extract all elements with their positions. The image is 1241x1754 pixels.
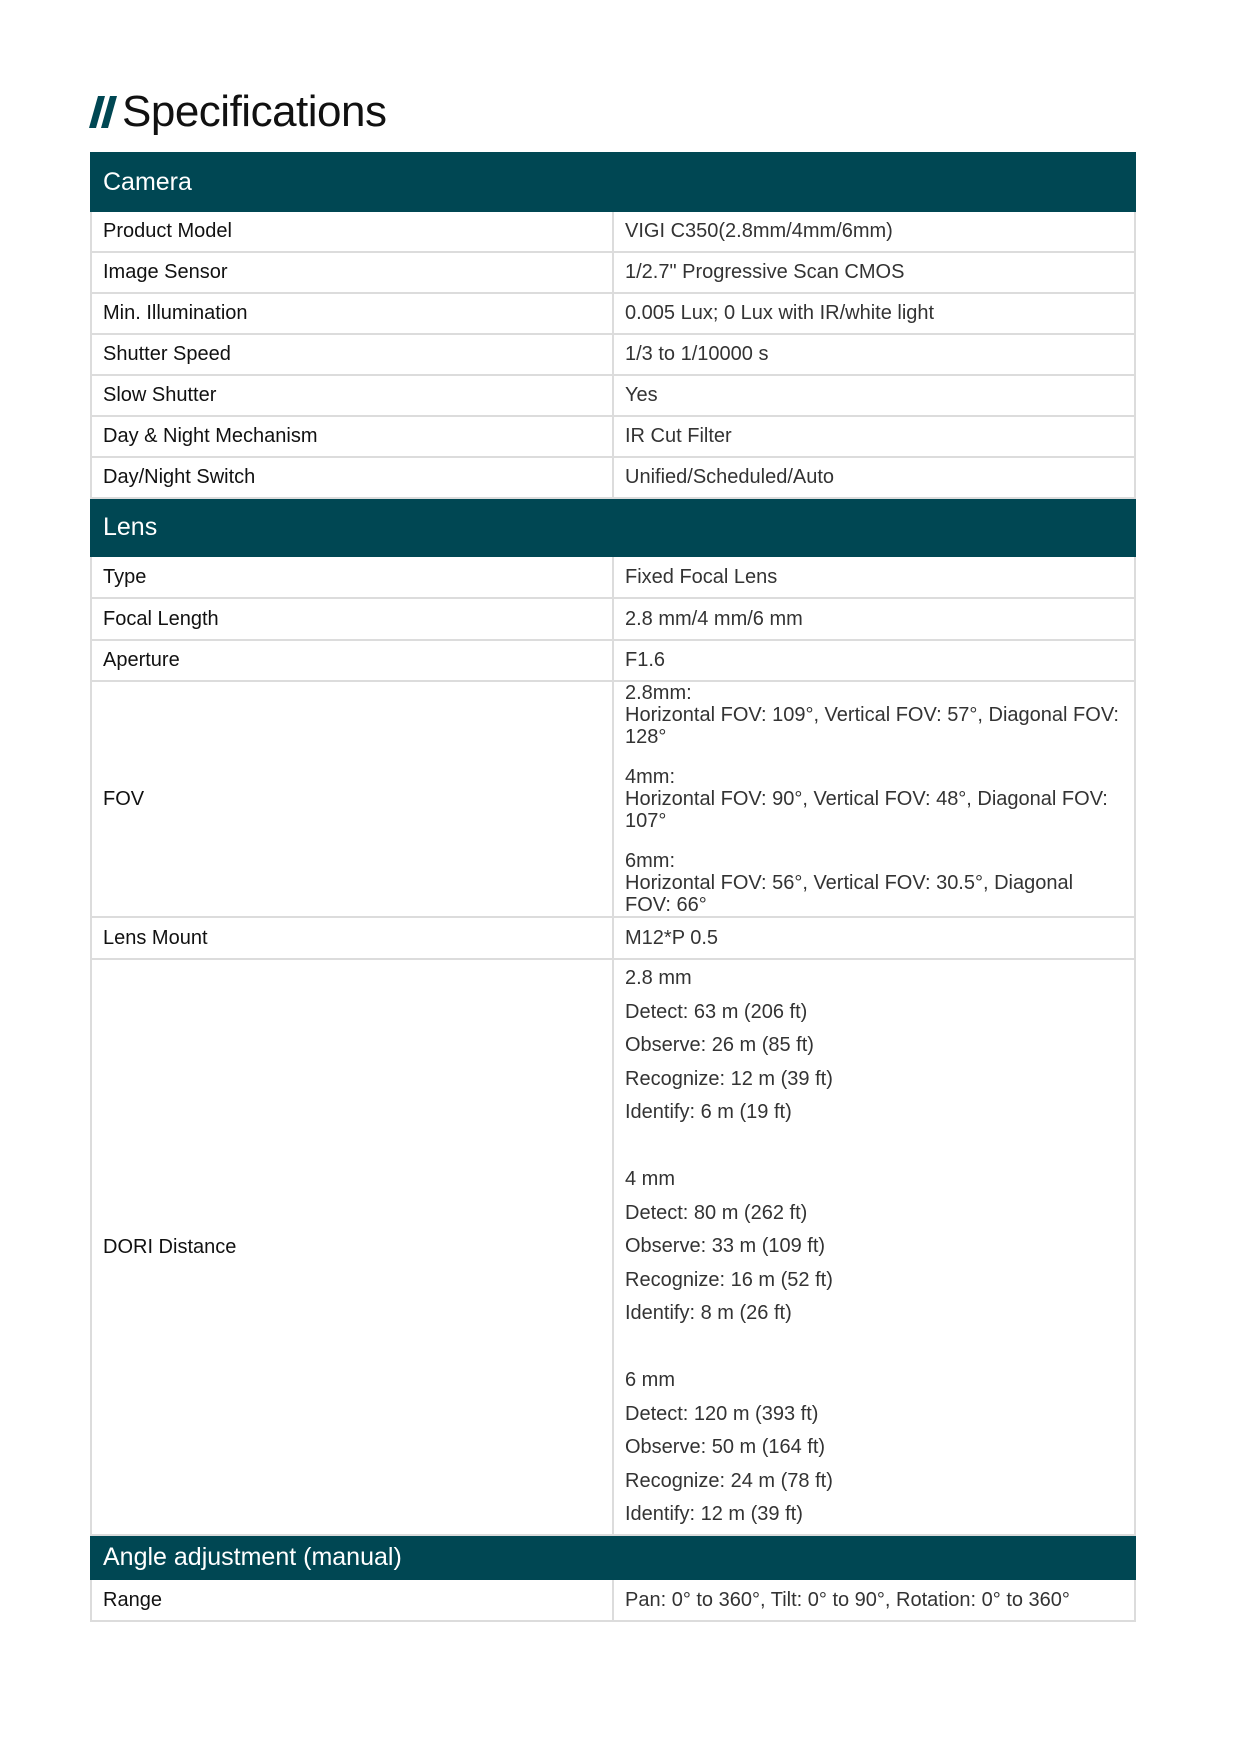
- dori-identify: Identify: 8 m (26 ft): [625, 1302, 792, 1325]
- spec-label: Day/Night Switch: [91, 457, 613, 498]
- spec-value: Unified/Scheduled/Auto: [613, 457, 1135, 498]
- spec-row: [91, 416, 1135, 457]
- spec-label: Aperture: [91, 640, 613, 681]
- dori-group-name: 6 mm: [625, 1369, 675, 1392]
- dori-recognize: Recognize: 24 m (78 ft): [625, 1469, 833, 1492]
- spec-value: Yes: [613, 375, 1135, 416]
- spec-row: [91, 334, 1135, 375]
- spec-value: 2.8 mm/4 mm/6 mm: [613, 598, 1135, 640]
- dori-detect: Detect: 120 m (393 ft): [625, 1402, 819, 1425]
- spec-row-fov: [91, 681, 1135, 917]
- dori-observe: Observe: 33 m (109 ft): [625, 1235, 826, 1258]
- dori-group-name: 4 mm: [625, 1168, 675, 1191]
- double-slash-icon: [88, 94, 118, 130]
- spec-value: VIGI C350(2.8mm/4mm/6mm): [613, 211, 1135, 252]
- spec-value: Pan: 0° to 360°, Tilt: 0° to 90°, Rotation: 0° to 360°: [613, 1579, 1135, 1621]
- dori-group-name: 2.8 mm: [625, 967, 692, 990]
- fov-group-name: 4mm:: [625, 766, 675, 788]
- spec-value: Fixed Focal Lens: [613, 556, 1135, 598]
- page-title: Specifications: [122, 87, 387, 136]
- spec-label: FOV: [91, 681, 613, 917]
- fov-group-text: Horizontal FOV: 90°, Vertical FOV: 48°, Diagonal FOV: 107°: [625, 788, 1108, 832]
- section-title: Angle adjustment (manual): [91, 1535, 1135, 1579]
- spec-row: [91, 598, 1135, 640]
- section-header-angle: [91, 1535, 1135, 1579]
- spec-label: Type: [91, 556, 613, 598]
- spec-value: 1/3 to 1/10000 s: [613, 334, 1135, 375]
- spec-value: M12*P 0.5: [613, 917, 1135, 959]
- spec-value: 1/2.7" Progressive Scan CMOS: [613, 252, 1135, 293]
- fov-group-text: Horizontal FOV: 109°, Vertical FOV: 57°, Diagonal FOV: 128°: [625, 704, 1119, 748]
- section-title: Camera: [91, 153, 1135, 211]
- spec-label: Min. Illumination: [91, 293, 613, 334]
- spec-label: Focal Length: [91, 598, 613, 640]
- spec-value-dori: [613, 959, 1135, 1535]
- section-header-lens: [91, 498, 1135, 556]
- spec-label: DORI Distance: [91, 959, 613, 1535]
- dori-observe: Observe: 50 m (164 ft): [625, 1436, 826, 1459]
- spec-row: [91, 556, 1135, 598]
- specifications-table: [90, 152, 1136, 1622]
- spec-row: [91, 252, 1135, 293]
- spec-row: [91, 211, 1135, 252]
- spec-label: Slow Shutter: [91, 375, 613, 416]
- section-header-camera: [91, 153, 1135, 211]
- spec-label: Shutter Speed: [91, 334, 613, 375]
- dori-recognize: Recognize: 12 m (39 ft): [625, 1067, 833, 1090]
- spec-label: Day & Night Mechanism: [91, 416, 613, 457]
- spec-row-dori: [91, 959, 1135, 1535]
- spec-label: Range: [91, 1579, 613, 1621]
- dori-recognize: Recognize: 16 m (52 ft): [625, 1268, 833, 1291]
- spec-label: Image Sensor: [91, 252, 613, 293]
- fov-group-name: 2.8mm:: [625, 682, 692, 704]
- spec-value: F1.6: [613, 640, 1135, 681]
- spec-row: [91, 640, 1135, 681]
- dori-detect: Detect: 80 m (262 ft): [625, 1201, 808, 1224]
- fov-group-name: 6mm:: [625, 850, 675, 872]
- section-title: Lens: [91, 498, 1135, 556]
- spec-row: [91, 917, 1135, 959]
- fov-group-text: Horizontal FOV: 56°, Vertical FOV: 30.5°, Diagonal FOV: 66°: [625, 872, 1074, 916]
- dori-observe: Observe: 26 m (85 ft): [625, 1034, 814, 1057]
- dori-detect: Detect: 63 m (206 ft): [625, 1000, 808, 1023]
- spec-row: [91, 293, 1135, 334]
- spec-value: IR Cut Filter: [613, 416, 1135, 457]
- spec-label: Product Model: [91, 211, 613, 252]
- page-heading: [88, 82, 386, 142]
- spec-label: Lens Mount: [91, 917, 613, 959]
- spec-row: [91, 1579, 1135, 1621]
- spec-row: [91, 457, 1135, 498]
- spec-value-fov: [613, 681, 1135, 917]
- dori-identify: Identify: 12 m (39 ft): [625, 1503, 803, 1526]
- spec-value: 0.005 Lux; 0 Lux with IR/white light: [613, 293, 1135, 334]
- spec-row: [91, 375, 1135, 416]
- dori-identify: Identify: 6 m (19 ft): [625, 1101, 792, 1124]
